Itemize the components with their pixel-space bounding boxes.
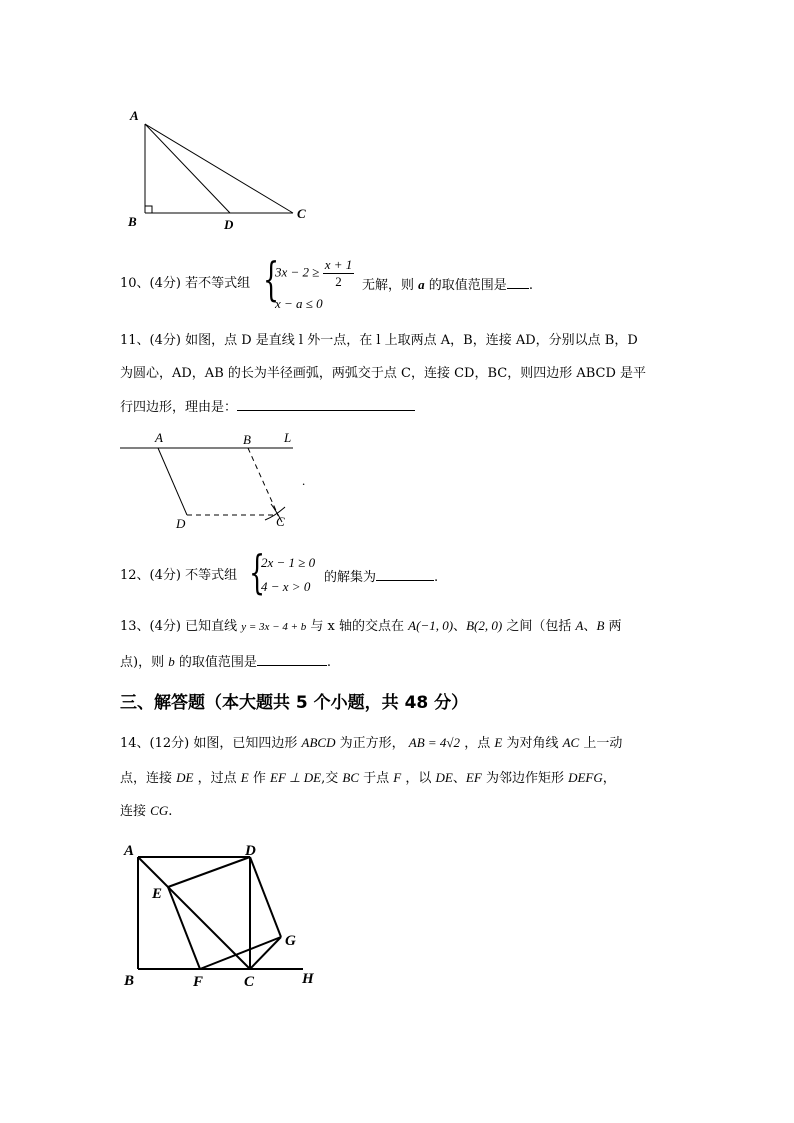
q14-line1-d: 为对角线: [506, 736, 559, 751]
q10-ineq2: x − a ≤ 0: [275, 296, 323, 311]
q10-suffix2: 的取值范围是: [428, 278, 507, 293]
q12-answer-blank[interactable]: [376, 566, 434, 581]
label-b: B: [128, 214, 137, 229]
q12-end: .: [434, 570, 439, 585]
q14-line2-g: 、: [452, 771, 466, 786]
q11-line1: 11、(4分) 如图，点 D 是直线 l 外一点，在 l 上取两点 A，B，连接 AD，分别以点 B，D: [120, 333, 638, 348]
segment-cg: [250, 937, 281, 969]
q10-suffix-text: 无解，则: [362, 278, 415, 293]
q13-a: A: [575, 618, 584, 633]
q14-line1-b: 为正方形，: [339, 736, 405, 751]
q13-b-point: B: [596, 618, 605, 633]
q10-fraction: [323, 257, 355, 290]
q13-sep2: 、: [583, 619, 597, 634]
label-c: C: [297, 206, 306, 221]
q14-eq: AB = 4√2: [408, 735, 461, 750]
q14-line2-a: 点，连接: [120, 771, 173, 786]
label-a: A: [124, 843, 135, 859]
q11-line2: 为圆心，AD，AB 的长为半径画弧，两弧交于点 C，连接 CD，BC，则四边形 ABCD 是平: [120, 366, 647, 381]
segment-dg: [250, 857, 281, 937]
q10-var: a: [418, 277, 425, 292]
q14-f: F: [393, 770, 402, 785]
label-b: B: [124, 973, 135, 989]
segment-ad: [145, 124, 230, 213]
q10-number: [120, 274, 250, 294]
q13-line1: [120, 616, 622, 637]
q13-eq: y = 3x − 4 + b: [241, 621, 307, 633]
q11-line3: [120, 396, 415, 418]
q14-line2: [120, 768, 616, 789]
q13-pt-b: B(2, 0): [466, 618, 503, 633]
q10-end: .: [528, 278, 533, 293]
q14-defg: DEFG: [568, 770, 603, 785]
q12-suffix-text: 的解集为: [324, 570, 377, 585]
q14-ac: AC: [562, 735, 580, 750]
q10-suffix: [362, 274, 533, 296]
q10-ineq1-left: 3x − 2 ≥: [275, 264, 320, 280]
segment-ad: [158, 448, 187, 515]
q11-line3-text: 行四边形，理由是：: [120, 400, 238, 415]
q14-line1-a: 14、(12分) 如图，已知四边形: [120, 736, 298, 751]
q13-line2: [120, 651, 331, 673]
q12-num: 12、(4分): [120, 568, 181, 583]
label-g: G: [285, 933, 296, 949]
q12-ineq1: 2x − 1 ≥ 0: [261, 555, 316, 570]
q14-ef: EF: [465, 770, 482, 785]
q13-line1-d: 两: [608, 619, 622, 634]
q10-frac-den: 2: [335, 274, 342, 289]
label-h: H: [302, 971, 314, 987]
q14-line3: [120, 801, 172, 822]
q13-answer-blank[interactable]: [257, 651, 327, 666]
q14-line2-d: ,交: [321, 771, 339, 786]
q12-suffix: [324, 566, 438, 588]
right-angle-mark: [145, 206, 152, 213]
q10-prefix: 若不等式组: [185, 276, 251, 291]
section-title: 三、解答题（本大题共 5 个小题，共 48 分）: [120, 693, 469, 713]
figure-triangle-abc: [120, 100, 320, 240]
q10-brace: {: [263, 252, 280, 306]
q14-line2-h: 为邻边作矩形: [485, 771, 564, 786]
q14-line1-e: 上一动: [583, 736, 623, 751]
q10-answer-blank[interactable]: [507, 274, 529, 289]
q14-line2-f: ，以: [405, 771, 432, 786]
q13-line1-a: 13、(4分) 已知直线: [120, 619, 238, 634]
label-d: D: [245, 843, 256, 859]
q13-line2-a: 点)，则: [120, 655, 165, 670]
label-d: D: [176, 516, 186, 531]
q14-line2-i: ，: [602, 771, 616, 786]
q12-brace: {: [249, 545, 266, 599]
q10-num: 10、(4分): [120, 276, 181, 291]
label-e: E: [152, 886, 163, 902]
q12-number: [120, 566, 237, 586]
q14-line2-e: 于点: [363, 771, 390, 786]
q14-line3-b: .: [168, 804, 173, 819]
q13-end: .: [326, 655, 332, 670]
segment-fg: [200, 937, 281, 969]
q13-line1-c: 之间（包括: [506, 619, 572, 634]
label-a: A: [130, 108, 139, 123]
q10-frac-num: x + 1: [324, 257, 353, 272]
q14-line1-c: ，点: [464, 736, 491, 751]
q14-de: DE: [176, 770, 194, 785]
trailing-dot: .: [302, 473, 306, 488]
q14-abcd: ABCD: [301, 735, 336, 750]
segment-ef: [168, 887, 200, 969]
segment-bc-dashed: [248, 448, 278, 515]
q14-line1: [120, 733, 622, 754]
q14-perp: EF ⊥ DE: [270, 770, 322, 785]
q13-pt-a: A(−1, 0): [408, 618, 454, 633]
figure-parallelogram: [115, 428, 325, 533]
figure-square-rectangle: [115, 835, 330, 995]
label-f: F: [193, 974, 204, 990]
label-b: B: [243, 432, 251, 447]
label-c: C: [244, 974, 255, 990]
q13-line1-b: 与 x 轴的交点在: [310, 619, 405, 634]
label-a: A: [155, 430, 163, 445]
q13-sep: 、: [453, 619, 467, 634]
q14-line2-c: 作: [252, 771, 266, 786]
q14-de2: DE: [435, 770, 453, 785]
segment-de: [168, 857, 250, 887]
q14-cg: CG: [150, 803, 169, 818]
q14-line3-a: 连接: [120, 804, 147, 819]
q13-line2-b: 的取值范围是: [178, 655, 257, 670]
segment-ac: [145, 124, 293, 213]
q14-e: E: [494, 735, 503, 750]
q11-answer-blank[interactable]: [237, 396, 415, 411]
q14-bc: BC: [342, 770, 359, 785]
label-l: L: [284, 430, 292, 445]
q12-ineq2: 4 − x > 0: [261, 579, 311, 594]
q14-e2: E: [240, 770, 249, 785]
q13-var-b: b: [168, 654, 175, 669]
q14-line2-b: ，过点: [197, 771, 237, 786]
q12-prefix: 不等式组: [185, 568, 238, 583]
label-c: C: [276, 514, 285, 529]
label-d: D: [224, 217, 234, 232]
q10-ineq1: [275, 257, 354, 290]
